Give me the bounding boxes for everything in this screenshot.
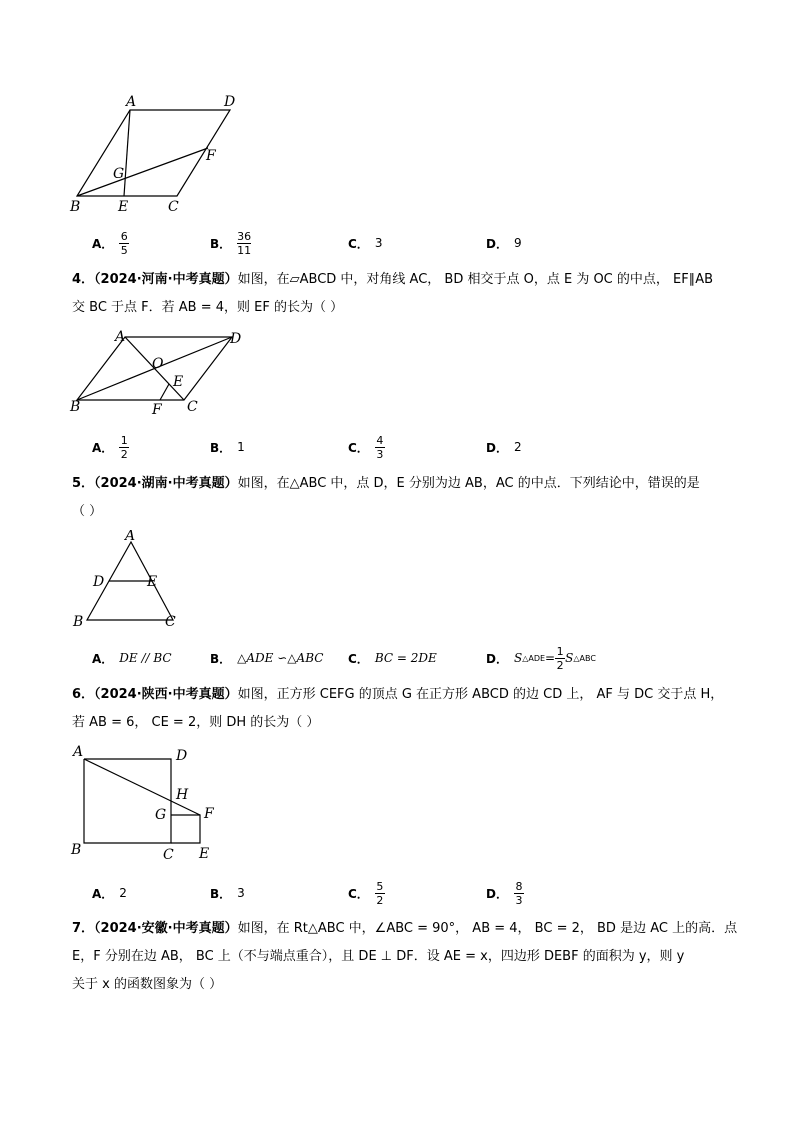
q5-label-a: A (125, 530, 136, 544)
q5-stem-line1: 5．（2024·湖南·中考真题）如图，在△ABC 中，点 D，E 分别为边 AB，AC 的中点．下列结论中，错误的是 (72, 476, 700, 491)
q3-option-a[interactable]: A． $\frac{6}{5}$ (92, 229, 128, 257)
q4-label-f: F (152, 402, 162, 418)
q7-stem-line2: E，F 分别在边 AB， BC 上（不与端点重合），且 DE ⊥ DF．设 AE = x，四边形 DEBF 的面积为 y，则 y (72, 949, 685, 964)
q3-options (92, 226, 692, 260)
fraction: $\frac{1}{2}$ (120, 433, 128, 461)
q3-label-e: E (118, 199, 129, 215)
q3-option-b[interactable]: B． $\frac{36}{11}$ (210, 229, 252, 257)
question-5 (72, 470, 742, 526)
q7-stem-line1: 7．（2024·安徽·中考真题）如图，在 Rt△ABC 中，∠ABC = 90°， AB = 4， BC = 2， BD 是边 AC 上的高．点 (72, 921, 738, 936)
q4-stem-line1: 4．（2024·河南·中考真题）如图，在▱ABCD 中，对角线 AC， BD 相交于点 O，点 E 为 OC 的中点， EF∥AB (72, 272, 714, 287)
q3-option-d[interactable]: D． 9 (486, 236, 522, 251)
q5-label-b: B (73, 614, 84, 630)
q6-label-f: F (204, 806, 214, 822)
q4-option-a[interactable]: A． $\frac{1}{2}$ (92, 433, 128, 461)
q4-figure (60, 325, 260, 420)
q7-stem-line3: 关于 x 的函数图象为（ ） (72, 977, 223, 992)
fraction: $\frac{1}{2}$ (556, 644, 564, 672)
q4-option-d[interactable]: D． 2 (486, 440, 522, 455)
q5-option-d[interactable]: D． S △ADE = $\frac{1}{2}$ S △ABC (486, 644, 596, 672)
q6-figure (65, 740, 225, 865)
q5-figure (65, 530, 195, 630)
question-7 (72, 915, 742, 999)
q3-label-g: G (113, 166, 125, 182)
q6-option-c[interactable]: C． $\frac{5}{2}$ (348, 879, 384, 907)
question-6 (72, 681, 742, 737)
q6-label-b: B (71, 842, 82, 858)
q5-option-a[interactable]: A． DE // BC (92, 651, 172, 666)
q6-label-c: C (163, 847, 174, 863)
q4-options (92, 430, 692, 464)
q4-label-e: E (173, 374, 184, 390)
q6-option-b[interactable]: B． 3 (210, 886, 245, 901)
q3-label-c: C (168, 199, 179, 215)
q5-option-b[interactable]: B． △ADE ∽△ABC (210, 651, 324, 666)
q6-label-g: G (155, 807, 167, 823)
fraction: $\frac{5}{2}$ (376, 879, 384, 907)
q6-option-d[interactable]: D． $\frac{8}{3}$ (486, 879, 523, 907)
q4-label-o: O (152, 356, 164, 372)
q3-label-d: D (224, 94, 236, 110)
q5-label-e: E (147, 574, 158, 590)
q4-option-b[interactable]: B． 1 (210, 440, 245, 455)
fraction: $\frac{4}{3}$ (376, 433, 384, 461)
q5-option-c[interactable]: C． BC = 2DE (348, 651, 437, 666)
q6-label-h: H (176, 787, 189, 803)
q5-label-c: C (165, 614, 176, 630)
q4-option-c[interactable]: C． $\frac{4}{3}$ (348, 433, 384, 461)
q3-figure (60, 90, 260, 220)
q5-stem-line2: （ ） (72, 504, 103, 519)
q4-label-c: C (187, 399, 198, 415)
q5-options (92, 641, 692, 675)
fraction: $\frac{36}{11}$ (237, 229, 252, 257)
q5-label-d: D (93, 574, 105, 590)
q6-option-a[interactable]: A． 2 (92, 886, 127, 901)
fraction: $\frac{8}{3}$ (515, 879, 523, 907)
q6-label-a: A (73, 744, 84, 760)
q6-options (92, 876, 692, 910)
q3-label-f: F (206, 148, 216, 164)
fraction: $\frac{6}{5}$ (120, 229, 128, 257)
question-4 (72, 266, 742, 322)
q3-option-c[interactable]: C． 3 (348, 236, 383, 251)
q4-label-d: D (230, 331, 242, 347)
q4-label-a: A (115, 329, 126, 345)
q3-label-b: B (70, 199, 81, 215)
q3-label-a: A (126, 94, 137, 110)
q6-stem-line1: 6．（2024·陕西·中考真题）如图，正方形 CEFG 的顶点 G 在正方形 ABCD 的边 CD 上， AF 与 DC 交于点 H， (72, 687, 724, 702)
q6-stem-line2: 若 AB = 6， CE = 2，则 DH 的长为（ ） (72, 715, 320, 730)
q4-label-b: B (70, 399, 81, 415)
q4-stem-line2: 交 BC 于点 F．若 AB = 4，则 EF 的长为（ ） (72, 300, 344, 315)
q6-label-d: D (176, 748, 188, 764)
q6-label-e: E (199, 846, 210, 862)
